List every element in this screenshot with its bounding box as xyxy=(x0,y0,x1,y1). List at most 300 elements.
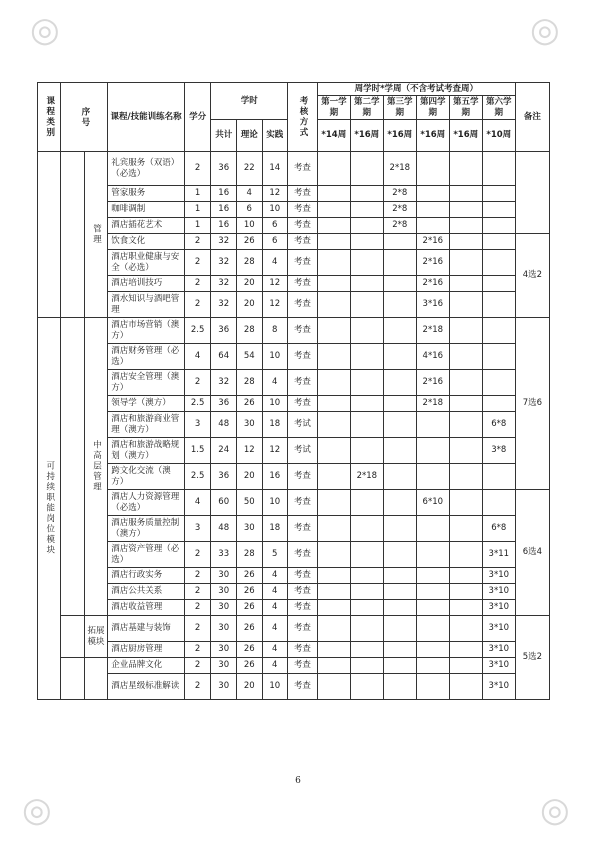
semester-hours xyxy=(416,186,449,202)
course-credit: 3 xyxy=(184,516,211,542)
table-row xyxy=(38,292,550,318)
semester-hours xyxy=(317,674,350,700)
semester-hours xyxy=(416,464,449,490)
course-name: 管家服务 xyxy=(108,186,185,202)
hours-theory: 4 xyxy=(236,186,262,202)
course-credit: 2.5 xyxy=(184,464,211,490)
semester-hours xyxy=(482,370,515,396)
hours-practice: 4 xyxy=(262,658,288,674)
hours-practice: 4 xyxy=(262,616,288,642)
semester-hours xyxy=(350,202,383,218)
assess-method: 考查 xyxy=(288,542,318,568)
course-credit: 2 xyxy=(184,674,211,700)
hours-total: 16 xyxy=(211,218,237,234)
course-name: 酒店基建与装饰 xyxy=(108,616,185,642)
hours-theory: 12 xyxy=(236,438,262,464)
semester-hours xyxy=(317,584,350,600)
semester-hours: 2*18 xyxy=(416,318,449,344)
hours-total: 32 xyxy=(211,250,237,276)
header-weekly-title: 周学时*学周（不含考试考查周） xyxy=(317,83,515,96)
hours-total: 36 xyxy=(211,152,237,186)
remark-cell: 7选6 xyxy=(515,318,549,490)
semester-hours: 2*8 xyxy=(383,186,416,202)
semester-hours xyxy=(350,584,383,600)
hours-practice: 6 xyxy=(262,234,288,250)
course-credit: 2 xyxy=(184,568,211,584)
semester-hours xyxy=(416,152,449,186)
semester-hours: 2*8 xyxy=(383,218,416,234)
hours-theory: 28 xyxy=(236,250,262,276)
table-row xyxy=(38,318,550,344)
semester-hours: 4*16 xyxy=(416,344,449,370)
semester-hours xyxy=(317,542,350,568)
hours-theory: 20 xyxy=(236,464,262,490)
semester-hours xyxy=(449,396,482,412)
semester-hours xyxy=(317,370,350,396)
semester-hours xyxy=(482,234,515,250)
watermark-seal-bottom-left: ◎ xyxy=(22,790,52,830)
hours-practice: 10 xyxy=(262,674,288,700)
assess-method: 考查 xyxy=(288,658,318,674)
hours-practice: 12 xyxy=(262,292,288,318)
hours-total: 32 xyxy=(211,370,237,396)
hours-total: 16 xyxy=(211,186,237,202)
table-row xyxy=(38,438,550,464)
assess-method: 考查 xyxy=(288,370,318,396)
remark-cell: 6选4 xyxy=(515,490,549,616)
semester-hours xyxy=(416,584,449,600)
hours-practice: 12 xyxy=(262,276,288,292)
semester-hours xyxy=(317,292,350,318)
header-semester: 第三学期 xyxy=(383,96,416,120)
course-credit: 2 xyxy=(184,250,211,276)
semester-hours: 2*16 xyxy=(416,250,449,276)
semester-hours: 2*18 xyxy=(416,396,449,412)
header-hours-theory: 理论 xyxy=(236,120,262,152)
assess-method: 考查 xyxy=(288,642,318,658)
table-row xyxy=(38,234,550,250)
semester-hours xyxy=(383,568,416,584)
semester-hours xyxy=(416,600,449,616)
semester-hours xyxy=(383,276,416,292)
hours-practice: 8 xyxy=(262,318,288,344)
hours-total: 30 xyxy=(211,600,237,616)
semester-hours xyxy=(383,370,416,396)
semester-hours xyxy=(482,464,515,490)
hours-practice: 4 xyxy=(262,600,288,616)
semester-hours xyxy=(449,370,482,396)
semester-hours xyxy=(416,616,449,642)
semester-hours: 3*11 xyxy=(482,542,515,568)
semester-hours xyxy=(317,642,350,658)
group-label xyxy=(84,658,107,700)
semester-hours xyxy=(449,616,482,642)
semester-hours xyxy=(317,616,350,642)
semester-hours xyxy=(449,276,482,292)
seq-cell xyxy=(61,658,84,700)
semester-hours: 2*8 xyxy=(383,202,416,218)
table-row xyxy=(38,396,550,412)
hours-theory: 6 xyxy=(236,202,262,218)
header-credit: 学分 xyxy=(184,83,211,152)
table-row xyxy=(38,186,550,202)
semester-hours xyxy=(482,318,515,344)
course-credit: 2.5 xyxy=(184,318,211,344)
semester-hours xyxy=(449,584,482,600)
hours-practice: 16 xyxy=(262,464,288,490)
hours-theory: 26 xyxy=(236,616,262,642)
assess-method: 考查 xyxy=(288,616,318,642)
semester-hours xyxy=(350,218,383,234)
hours-theory: 28 xyxy=(236,318,262,344)
assess-method: 考试 xyxy=(288,412,318,438)
course-credit: 2 xyxy=(184,276,211,292)
table-row xyxy=(38,464,550,490)
header-semester: 第四学期 xyxy=(416,96,449,120)
semester-hours xyxy=(482,202,515,218)
semester-hours: 3*10 xyxy=(482,600,515,616)
semester-hours xyxy=(449,464,482,490)
table-row xyxy=(38,218,550,234)
hours-practice: 18 xyxy=(262,516,288,542)
watermark-seal-top-right: ◎ xyxy=(530,10,560,50)
hours-theory: 30 xyxy=(236,412,262,438)
header-course-name: 课程/技能训练名称 xyxy=(108,83,185,152)
course-credit: 4 xyxy=(184,490,211,516)
header-weeks: *16周 xyxy=(416,120,449,152)
course-name: 礼宾服务（双语）（必选） xyxy=(108,152,185,186)
semester-hours xyxy=(416,674,449,700)
hours-theory: 26 xyxy=(236,584,262,600)
table-row xyxy=(38,276,550,292)
semester-hours: 3*10 xyxy=(482,642,515,658)
semester-hours xyxy=(383,234,416,250)
semester-hours: 2*16 xyxy=(416,234,449,250)
hours-total: 30 xyxy=(211,616,237,642)
assess-method: 考查 xyxy=(288,396,318,412)
course-credit: 1.5 xyxy=(184,438,211,464)
remark-cell: 4选2 xyxy=(515,234,549,318)
semester-hours xyxy=(350,542,383,568)
header-seq: 序号 xyxy=(61,83,108,152)
semester-hours xyxy=(449,642,482,658)
course-name: 酒水知识与酒吧管理 xyxy=(108,292,185,318)
hours-theory: 26 xyxy=(236,234,262,250)
semester-hours xyxy=(350,344,383,370)
semester-hours xyxy=(383,344,416,370)
semester-hours xyxy=(449,542,482,568)
semester-hours xyxy=(449,292,482,318)
hours-total: 48 xyxy=(211,412,237,438)
semester-hours xyxy=(317,658,350,674)
assess-method: 考试 xyxy=(288,438,318,464)
semester-hours xyxy=(449,250,482,276)
hours-total: 33 xyxy=(211,542,237,568)
header-category: 课程类别 xyxy=(38,83,61,152)
semester-hours xyxy=(416,568,449,584)
course-credit: 2 xyxy=(184,642,211,658)
course-credit: 2 xyxy=(184,152,211,186)
table-row xyxy=(38,674,550,700)
semester-hours xyxy=(383,396,416,412)
semester-hours xyxy=(449,516,482,542)
hours-total: 32 xyxy=(211,276,237,292)
page-number: 6 xyxy=(295,776,301,786)
table-header xyxy=(38,83,550,152)
semester-hours xyxy=(350,412,383,438)
table-row xyxy=(38,152,550,186)
semester-hours xyxy=(317,464,350,490)
semester-hours xyxy=(416,412,449,438)
header-hours: 学时 xyxy=(211,83,288,120)
course-name: 酒店服务质量控制（澳方） xyxy=(108,516,185,542)
hours-theory: 50 xyxy=(236,490,262,516)
course-name: 酒店星级标准解读 xyxy=(108,674,185,700)
assess-method: 考查 xyxy=(288,600,318,616)
remark-cell xyxy=(515,152,549,234)
course-name: 咖啡调制 xyxy=(108,202,185,218)
semester-hours: 2*18 xyxy=(350,464,383,490)
course-name: 企业品牌文化 xyxy=(108,658,185,674)
semester-hours xyxy=(449,600,482,616)
hours-total: 64 xyxy=(211,344,237,370)
table-row xyxy=(38,568,550,584)
hours-total: 30 xyxy=(211,658,237,674)
hours-theory: 20 xyxy=(236,292,262,318)
hours-total: 30 xyxy=(211,584,237,600)
course-name: 酒店公共关系 xyxy=(108,584,185,600)
hours-practice: 4 xyxy=(262,370,288,396)
header-weeks: *16周 xyxy=(449,120,482,152)
hours-practice: 4 xyxy=(262,250,288,276)
table-row xyxy=(38,250,550,276)
semester-hours: 2*18 xyxy=(383,152,416,186)
semester-hours xyxy=(449,218,482,234)
hours-theory: 54 xyxy=(236,344,262,370)
semester-hours xyxy=(482,490,515,516)
semester-hours xyxy=(350,292,383,318)
table-row xyxy=(38,344,550,370)
hours-total: 30 xyxy=(211,642,237,658)
header-semester: 第六学期 xyxy=(482,96,515,120)
table-row xyxy=(38,642,550,658)
hours-total: 30 xyxy=(211,568,237,584)
hours-total: 60 xyxy=(211,490,237,516)
header-assess: 考核方式 xyxy=(288,83,318,152)
course-credit: 2 xyxy=(184,542,211,568)
course-name: 酒店厨房管理 xyxy=(108,642,185,658)
semester-hours xyxy=(383,250,416,276)
semester-hours xyxy=(317,344,350,370)
semester-hours: 2*16 xyxy=(416,276,449,292)
semester-hours xyxy=(383,584,416,600)
semester-hours xyxy=(416,202,449,218)
semester-hours xyxy=(317,396,350,412)
semester-hours xyxy=(350,234,383,250)
semester-hours xyxy=(317,516,350,542)
table-body xyxy=(38,152,550,700)
course-credit: 2 xyxy=(184,292,211,318)
table-row xyxy=(38,202,550,218)
assess-method: 考查 xyxy=(288,568,318,584)
hours-total: 48 xyxy=(211,516,237,542)
watermark-seal-top-left: ◎ xyxy=(30,10,60,50)
assess-method: 考查 xyxy=(288,318,318,344)
assess-method: 考查 xyxy=(288,186,318,202)
semester-hours xyxy=(350,276,383,292)
header-semester: 第二学期 xyxy=(350,96,383,120)
hours-practice: 10 xyxy=(262,202,288,218)
seq-cell xyxy=(61,616,84,658)
course-name: 酒店收益管理 xyxy=(108,600,185,616)
hours-theory: 26 xyxy=(236,600,262,616)
semester-hours xyxy=(383,438,416,464)
hours-theory: 28 xyxy=(236,370,262,396)
header-notes: 备注 xyxy=(515,83,549,152)
course-credit: 2.5 xyxy=(184,396,211,412)
semester-hours xyxy=(482,152,515,186)
semester-hours xyxy=(350,568,383,584)
assess-method: 考查 xyxy=(288,152,318,186)
hours-total: 16 xyxy=(211,202,237,218)
assess-method: 考查 xyxy=(288,218,318,234)
semester-hours: 6*8 xyxy=(482,412,515,438)
assess-method: 考查 xyxy=(288,674,318,700)
course-name: 酒店和旅游战略规划（澳方） xyxy=(108,438,185,464)
semester-hours xyxy=(317,600,350,616)
semester-hours xyxy=(449,438,482,464)
course-name: 领导学（澳方） xyxy=(108,396,185,412)
hours-total: 36 xyxy=(211,396,237,412)
semester-hours xyxy=(350,642,383,658)
semester-hours xyxy=(383,674,416,700)
group-label: 中高层管理 xyxy=(84,318,107,616)
group-label: 拓展模块 xyxy=(84,616,107,658)
semester-hours: 3*10 xyxy=(482,616,515,642)
semester-hours xyxy=(449,674,482,700)
header-hours-practice: 实践 xyxy=(262,120,288,152)
semester-hours xyxy=(317,186,350,202)
semester-hours xyxy=(383,616,416,642)
hours-practice: 5 xyxy=(262,542,288,568)
course-name: 酒店市场营销（澳方） xyxy=(108,318,185,344)
semester-hours xyxy=(449,490,482,516)
course-name: 酒店安全管理（澳方） xyxy=(108,370,185,396)
watermark-seal-bottom-right: ◎ xyxy=(540,790,570,830)
semester-hours xyxy=(383,412,416,438)
course-credit: 2 xyxy=(184,584,211,600)
table-row xyxy=(38,616,550,642)
semester-hours xyxy=(317,152,350,186)
course-name: 跨文化交流（澳方） xyxy=(108,464,185,490)
semester-hours xyxy=(350,616,383,642)
semester-hours: 3*10 xyxy=(482,568,515,584)
semester-hours xyxy=(482,250,515,276)
course-name: 酒店插花艺术 xyxy=(108,218,185,234)
semester-hours: 3*16 xyxy=(416,292,449,318)
semester-hours xyxy=(482,344,515,370)
semester-hours xyxy=(383,516,416,542)
semester-hours xyxy=(317,234,350,250)
hours-theory: 26 xyxy=(236,396,262,412)
semester-hours xyxy=(350,600,383,616)
semester-hours xyxy=(317,218,350,234)
semester-hours: 2*16 xyxy=(416,370,449,396)
table-row xyxy=(38,542,550,568)
hours-theory: 26 xyxy=(236,658,262,674)
header-weeks: *14周 xyxy=(317,120,350,152)
course-credit: 2 xyxy=(184,234,211,250)
assess-method: 考查 xyxy=(288,490,318,516)
hours-practice: 4 xyxy=(262,584,288,600)
semester-hours xyxy=(482,186,515,202)
semester-hours: 6*10 xyxy=(416,490,449,516)
seq-cell xyxy=(61,318,84,616)
semester-hours xyxy=(416,642,449,658)
hours-theory: 28 xyxy=(236,542,262,568)
hours-total: 30 xyxy=(211,674,237,700)
semester-hours xyxy=(350,318,383,344)
hours-practice: 14 xyxy=(262,152,288,186)
assess-method: 考查 xyxy=(288,250,318,276)
header-semester: 第一学期 xyxy=(317,96,350,120)
course-credit: 1 xyxy=(184,218,211,234)
semester-hours xyxy=(317,318,350,344)
course-name: 酒店和旅游商业管理（澳方） xyxy=(108,412,185,438)
semester-hours xyxy=(350,674,383,700)
course-credit: 1 xyxy=(184,202,211,218)
semester-hours xyxy=(350,152,383,186)
semester-hours xyxy=(383,318,416,344)
hours-practice: 4 xyxy=(262,568,288,584)
table-row xyxy=(38,516,550,542)
hours-practice: 4 xyxy=(262,642,288,658)
table-row xyxy=(38,490,550,516)
assess-method: 考查 xyxy=(288,202,318,218)
semester-hours xyxy=(449,202,482,218)
hours-theory: 20 xyxy=(236,674,262,700)
course-name: 酒店财务管理（必选） xyxy=(108,344,185,370)
semester-hours xyxy=(449,318,482,344)
semester-hours xyxy=(416,658,449,674)
semester-hours xyxy=(383,600,416,616)
course-name: 酒店资产管理（必选） xyxy=(108,542,185,568)
course-name: 饮食文化 xyxy=(108,234,185,250)
semester-hours: 6*8 xyxy=(482,516,515,542)
seq-cell xyxy=(61,152,84,318)
table-row xyxy=(38,584,550,600)
semester-hours xyxy=(350,438,383,464)
semester-hours xyxy=(482,218,515,234)
semester-hours xyxy=(449,412,482,438)
assess-method: 考查 xyxy=(288,584,318,600)
header-weeks: *16周 xyxy=(350,120,383,152)
semester-hours xyxy=(317,490,350,516)
hours-total: 24 xyxy=(211,438,237,464)
assess-method: 考查 xyxy=(288,344,318,370)
hours-total: 36 xyxy=(211,464,237,490)
hours-theory: 22 xyxy=(236,152,262,186)
semester-hours xyxy=(482,276,515,292)
course-table xyxy=(37,82,550,700)
hours-theory: 10 xyxy=(236,218,262,234)
hours-practice: 18 xyxy=(262,412,288,438)
semester-hours xyxy=(449,344,482,370)
course-name: 酒店人力资源管理（必选） xyxy=(108,490,185,516)
group-label: 管理 xyxy=(84,152,107,318)
remark-cell: 5选2 xyxy=(515,616,549,700)
semester-hours xyxy=(383,642,416,658)
